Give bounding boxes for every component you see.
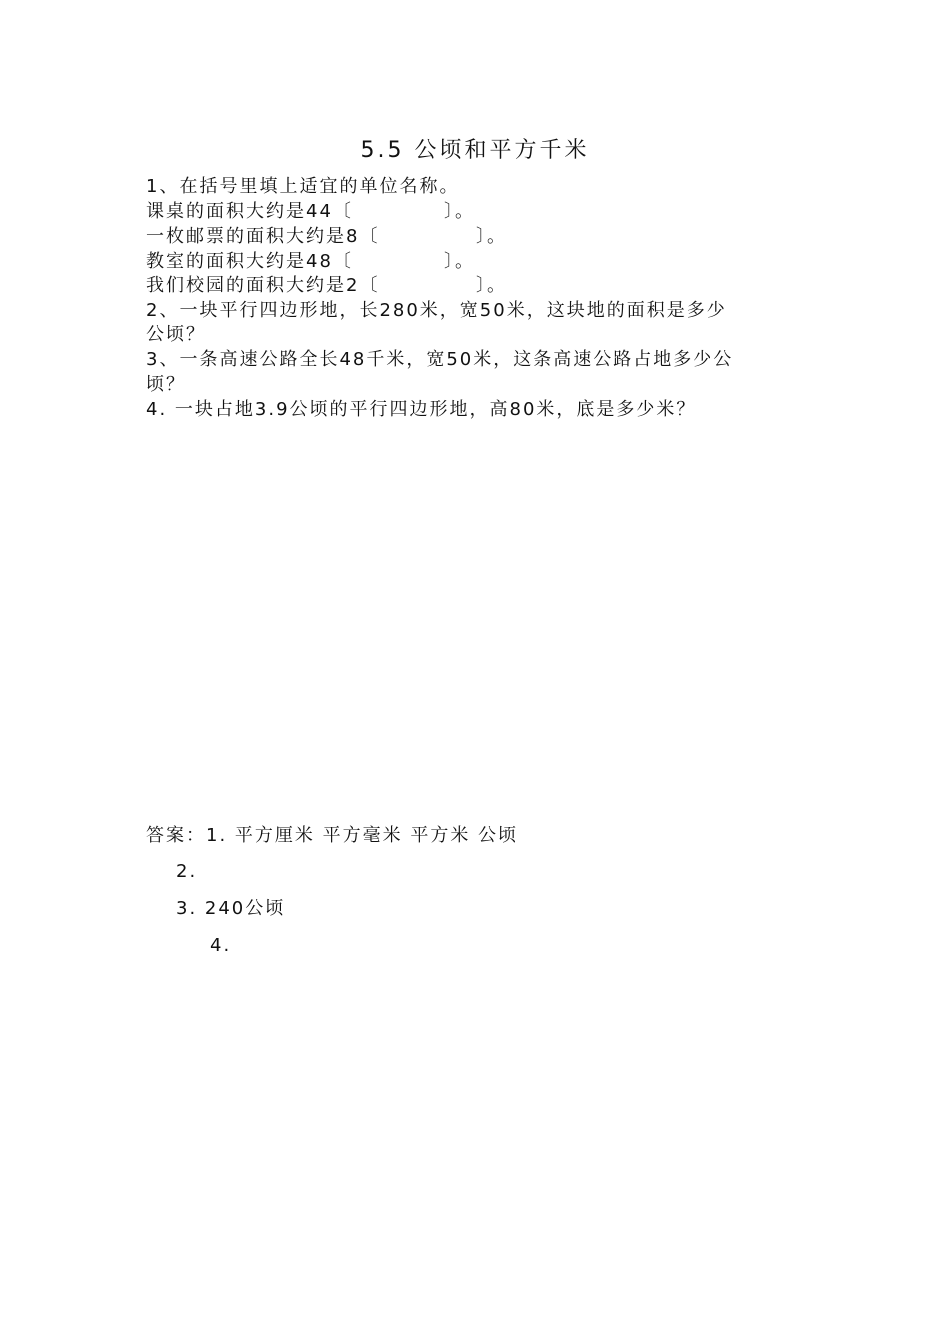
answer-4: 4. <box>210 935 232 956</box>
answer-3: 3. 240公顷 <box>176 898 286 919</box>
question-2-line-2: 公顷？ <box>146 324 206 345</box>
question-3-line-2: 顷？ <box>146 374 186 395</box>
question-1-item-1-close: 〕。 <box>444 201 475 222</box>
question-1-item-2: 一枚邮票的面积大约是8〔 <box>146 226 380 247</box>
question-4-line-1: 4. 一块占地3.9公顷的平行四边形地，高80米，底是多少米？ <box>146 399 697 420</box>
question-1-item-3-close: 〕。 <box>444 251 475 272</box>
question-1-item-3: 教室的面积大约是48〔 <box>146 251 353 272</box>
question-1-item-4: 我们校园的面积大约是2〔 <box>146 275 380 296</box>
question-1-item-1: 课桌的面积大约是44〔 <box>146 201 353 222</box>
question-2-line-1: 2、一块平行四边形地，长280米，宽50米，这块地的面积是多少 <box>146 300 727 321</box>
answer-2: 2. <box>176 861 198 882</box>
question-1-item-4-close: 〕。 <box>476 275 507 296</box>
page-title: 5.5 公顷和平方千米 <box>360 138 590 163</box>
question-1-item-2-close: 〕。 <box>476 226 507 247</box>
question-1-header: 1、在括号里填上适宜的单位名称。 <box>146 176 460 197</box>
answer-1: 答案：1. 平方厘米 平方毫米 平方米 公顷 <box>146 825 519 846</box>
question-3-line-1: 3、一条高速公路全长48千米，宽50米，这条高速公路占地多少公 <box>146 349 734 370</box>
